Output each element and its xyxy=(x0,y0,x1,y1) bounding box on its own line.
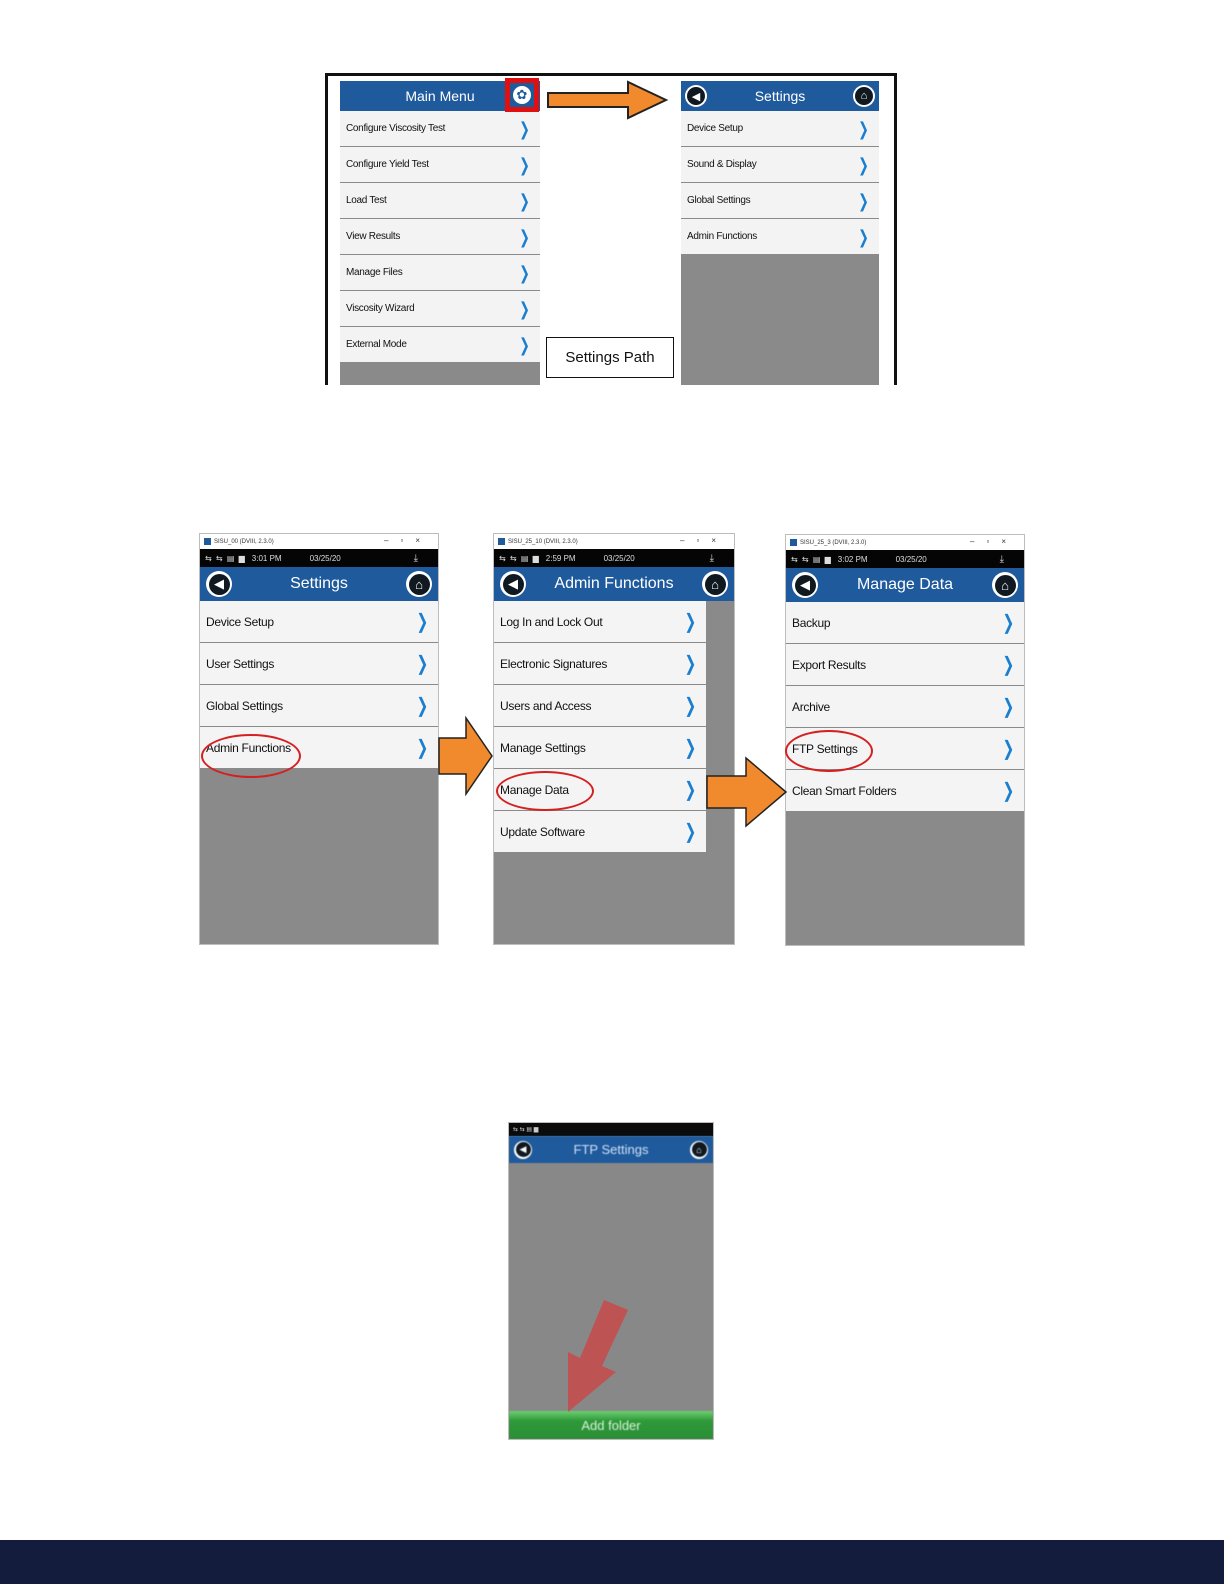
menu-item[interactable] xyxy=(494,601,706,643)
chevron-right-icon: ❯ xyxy=(519,334,530,355)
back-button[interactable] xyxy=(500,571,526,597)
menu-item[interactable] xyxy=(786,644,1024,686)
back-button[interactable] xyxy=(685,85,707,107)
settings-header xyxy=(681,81,879,111)
main-menu-item[interactable] xyxy=(340,327,540,363)
chevron-right-icon: ❯ xyxy=(858,226,869,247)
chevron-right-icon: ❯ xyxy=(684,820,696,843)
menu-list xyxy=(786,602,1024,812)
status-bar xyxy=(509,1123,713,1136)
settings-path-figure xyxy=(325,73,897,385)
back-arrow-icon: ◀ xyxy=(795,575,816,596)
settings-title: Settings xyxy=(754,88,806,104)
window-titlebar xyxy=(786,535,1024,550)
main-menu-item[interactable] xyxy=(340,183,540,219)
window-title: SISU_25_10 (DVIII, 2.3.0) xyxy=(508,538,578,545)
usb-icon: ⇆ ⇆ ▤ ▆ xyxy=(205,553,246,563)
chevron-right-icon: ❯ xyxy=(1002,611,1014,634)
chevron-right-icon: ❯ xyxy=(1002,779,1014,802)
menu-item-label: Global Settings xyxy=(687,195,751,206)
status-bar xyxy=(200,549,438,567)
main-menu-item[interactable] xyxy=(340,219,540,255)
main-menu-title: Main Menu xyxy=(405,88,475,104)
menu-list xyxy=(494,601,706,853)
status-bar xyxy=(786,550,1024,568)
highlight-manage-data xyxy=(496,771,594,811)
chevron-right-icon: ❯ xyxy=(684,610,696,633)
settings-path-caption xyxy=(546,337,674,378)
highlight-ftp-settings xyxy=(785,730,873,772)
window-controls[interactable]: –▫× xyxy=(970,537,1018,546)
menu-item[interactable] xyxy=(200,601,438,643)
chevron-right-icon: ❯ xyxy=(1002,653,1014,676)
main-menu-item[interactable] xyxy=(340,111,540,147)
caption-text: Settings Path xyxy=(565,349,655,366)
step-arrow-icon xyxy=(438,716,494,796)
menu-item-label: Update Software xyxy=(500,824,585,839)
highlight-admin-functions xyxy=(201,734,301,778)
back-arrow-icon: ◀ xyxy=(209,574,230,595)
settings-gear-button[interactable] xyxy=(505,78,539,112)
main-menu-item[interactable] xyxy=(340,147,540,183)
home-icon: ⌂ xyxy=(995,575,1016,596)
chevron-right-icon: ❯ xyxy=(858,190,869,211)
menu-item-label: Log In and Lock Out xyxy=(500,614,603,629)
ftp-header xyxy=(509,1136,713,1163)
settings-item[interactable] xyxy=(681,111,879,147)
back-arrow-icon: ◀ xyxy=(503,574,524,595)
main-menu-list xyxy=(340,111,540,363)
menu-item-label: Load Test xyxy=(346,195,387,206)
chevron-right-icon: ❯ xyxy=(519,298,530,319)
menu-item-label: Device Setup xyxy=(687,123,743,134)
app-icon xyxy=(790,539,797,546)
back-button[interactable] xyxy=(206,571,232,597)
home-button[interactable] xyxy=(406,571,432,597)
screen-title: Admin Functions xyxy=(554,575,674,592)
window-controls[interactable]: –▫× xyxy=(680,536,728,545)
chevron-right-icon: ❯ xyxy=(519,190,530,211)
menu-item[interactable] xyxy=(786,770,1024,812)
main-menu-item[interactable] xyxy=(340,291,540,327)
home-icon: ⌂ xyxy=(409,574,430,595)
settings-list xyxy=(681,111,879,255)
download-icon: ⤓ xyxy=(999,553,1004,565)
menu-item[interactable] xyxy=(200,643,438,685)
screen-header xyxy=(200,567,438,601)
status-date: 03/25/20 xyxy=(895,554,927,564)
menu-item[interactable] xyxy=(494,727,706,769)
usb-icon: ⇆ ⇆ ▤ ▆ xyxy=(513,1127,539,1133)
usb-icon: ⇆ ⇆ ▤ ▆ xyxy=(499,553,540,563)
admin-functions-screen xyxy=(493,533,735,945)
chevron-right-icon: ❯ xyxy=(519,118,530,139)
path-arrow-icon xyxy=(546,80,670,120)
menu-item-label: User Settings xyxy=(206,656,275,671)
back-arrow-icon: ◀ xyxy=(516,1142,531,1157)
menu-item-label: Users and Access xyxy=(500,698,592,713)
chevron-right-icon: ❯ xyxy=(1002,695,1014,718)
window-controls[interactable]: –▫× xyxy=(384,536,432,545)
ftp-title: FTP Settings xyxy=(573,1142,649,1157)
app-icon xyxy=(204,538,211,545)
chevron-right-icon: ❯ xyxy=(1002,737,1014,760)
chevron-right-icon: ❯ xyxy=(684,652,696,675)
menu-item-label: Manage Data xyxy=(500,782,569,797)
status-time: 3:01 PM xyxy=(251,553,282,563)
menu-item-label: Device Setup xyxy=(206,614,274,629)
menu-item-label: Global Settings xyxy=(206,698,283,713)
chevron-right-icon: ❯ xyxy=(684,694,696,717)
menu-item-label: Admin Functions xyxy=(206,740,291,755)
home-icon: ⌂ xyxy=(692,1142,707,1157)
add-folder-label: Add folder xyxy=(581,1417,641,1433)
menu-item-label: Backup xyxy=(792,615,831,630)
main-menu-item[interactable] xyxy=(340,255,540,291)
menu-item-label: View Results xyxy=(346,231,401,242)
menu-item-label: Clean Smart Folders xyxy=(792,783,897,798)
menu-item[interactable] xyxy=(494,643,706,685)
menu-item[interactable] xyxy=(494,811,706,853)
home-icon: ⌂ xyxy=(705,574,726,595)
menu-item-label: Configure Viscosity Test xyxy=(346,123,446,134)
settings-panel xyxy=(681,81,879,385)
home-button[interactable] xyxy=(992,572,1018,598)
status-time: 3:02 PM xyxy=(837,554,868,564)
status-bar xyxy=(494,549,734,567)
menu-item-label: Sound & Display xyxy=(687,159,757,170)
window-title: SISU_00 (DVIII, 2.3.0) xyxy=(214,538,274,545)
status-date: 03/25/20 xyxy=(603,553,635,563)
home-button[interactable] xyxy=(853,85,875,107)
menu-item-label: Archive xyxy=(792,699,830,714)
back-button[interactable] xyxy=(514,1141,532,1159)
chevron-right-icon: ❯ xyxy=(684,778,696,801)
menu-item-label: Electronic Signatures xyxy=(500,656,608,671)
chevron-right-icon: ❯ xyxy=(519,226,530,247)
chevron-right-icon: ❯ xyxy=(416,652,428,675)
window-titlebar xyxy=(494,534,734,549)
main-menu-panel xyxy=(340,81,540,385)
chevron-right-icon: ❯ xyxy=(858,154,869,175)
app-icon xyxy=(498,538,505,545)
window-titlebar xyxy=(200,534,438,549)
download-icon: ⤓ xyxy=(413,552,418,564)
screen-title: Settings xyxy=(290,575,348,592)
settings-item[interactable] xyxy=(681,183,879,219)
chevron-right-icon: ❯ xyxy=(519,154,530,175)
screen-header xyxy=(494,567,734,601)
footer-band xyxy=(0,1540,1224,1584)
chevron-right-icon: ❯ xyxy=(684,736,696,759)
menu-item-label: FTP Settings xyxy=(792,741,858,756)
window-title: SISU_25_3 (DVIII, 2.3.0) xyxy=(800,539,867,546)
menu-item-label: Viscosity Wizard xyxy=(346,303,415,314)
back-button[interactable] xyxy=(792,572,818,598)
menu-item[interactable] xyxy=(494,685,706,727)
status-date: 03/25/20 xyxy=(309,553,341,563)
menu-item-label: Export Results xyxy=(792,657,866,672)
screen-title: Manage Data xyxy=(856,576,954,593)
usb-icon: ⇆ ⇆ ▤ ▆ xyxy=(791,554,832,564)
pointer-arrow-icon xyxy=(556,1298,636,1416)
gear-icon: ✿ xyxy=(513,86,531,104)
download-icon: ⤓ xyxy=(709,552,714,564)
menu-item-label: External Mode xyxy=(346,339,407,350)
chevron-right-icon: ❯ xyxy=(519,262,530,283)
menu-item[interactable] xyxy=(786,602,1024,644)
back-arrow-icon: ◀ xyxy=(687,87,705,105)
menu-item-label: Manage Settings xyxy=(500,740,586,755)
home-button[interactable] xyxy=(690,1141,708,1159)
chevron-right-icon: ❯ xyxy=(858,118,869,139)
chevron-right-icon: ❯ xyxy=(416,694,428,717)
home-button[interactable] xyxy=(702,571,728,597)
settings-item[interactable] xyxy=(681,219,879,255)
status-time: 2:59 PM xyxy=(545,553,576,563)
menu-item-label: Manage Files xyxy=(346,267,403,278)
menu-item[interactable] xyxy=(786,686,1024,728)
menu-item-label: Configure Yield Test xyxy=(346,159,429,170)
settings-item[interactable] xyxy=(681,147,879,183)
step-arrow-icon xyxy=(706,756,788,828)
home-icon: ⌂ xyxy=(855,87,873,105)
screen-header xyxy=(786,568,1024,602)
chevron-right-icon: ❯ xyxy=(416,736,428,759)
menu-item-label: Admin Functions xyxy=(687,231,757,242)
menu-item[interactable] xyxy=(200,685,438,727)
chevron-right-icon: ❯ xyxy=(416,610,428,633)
